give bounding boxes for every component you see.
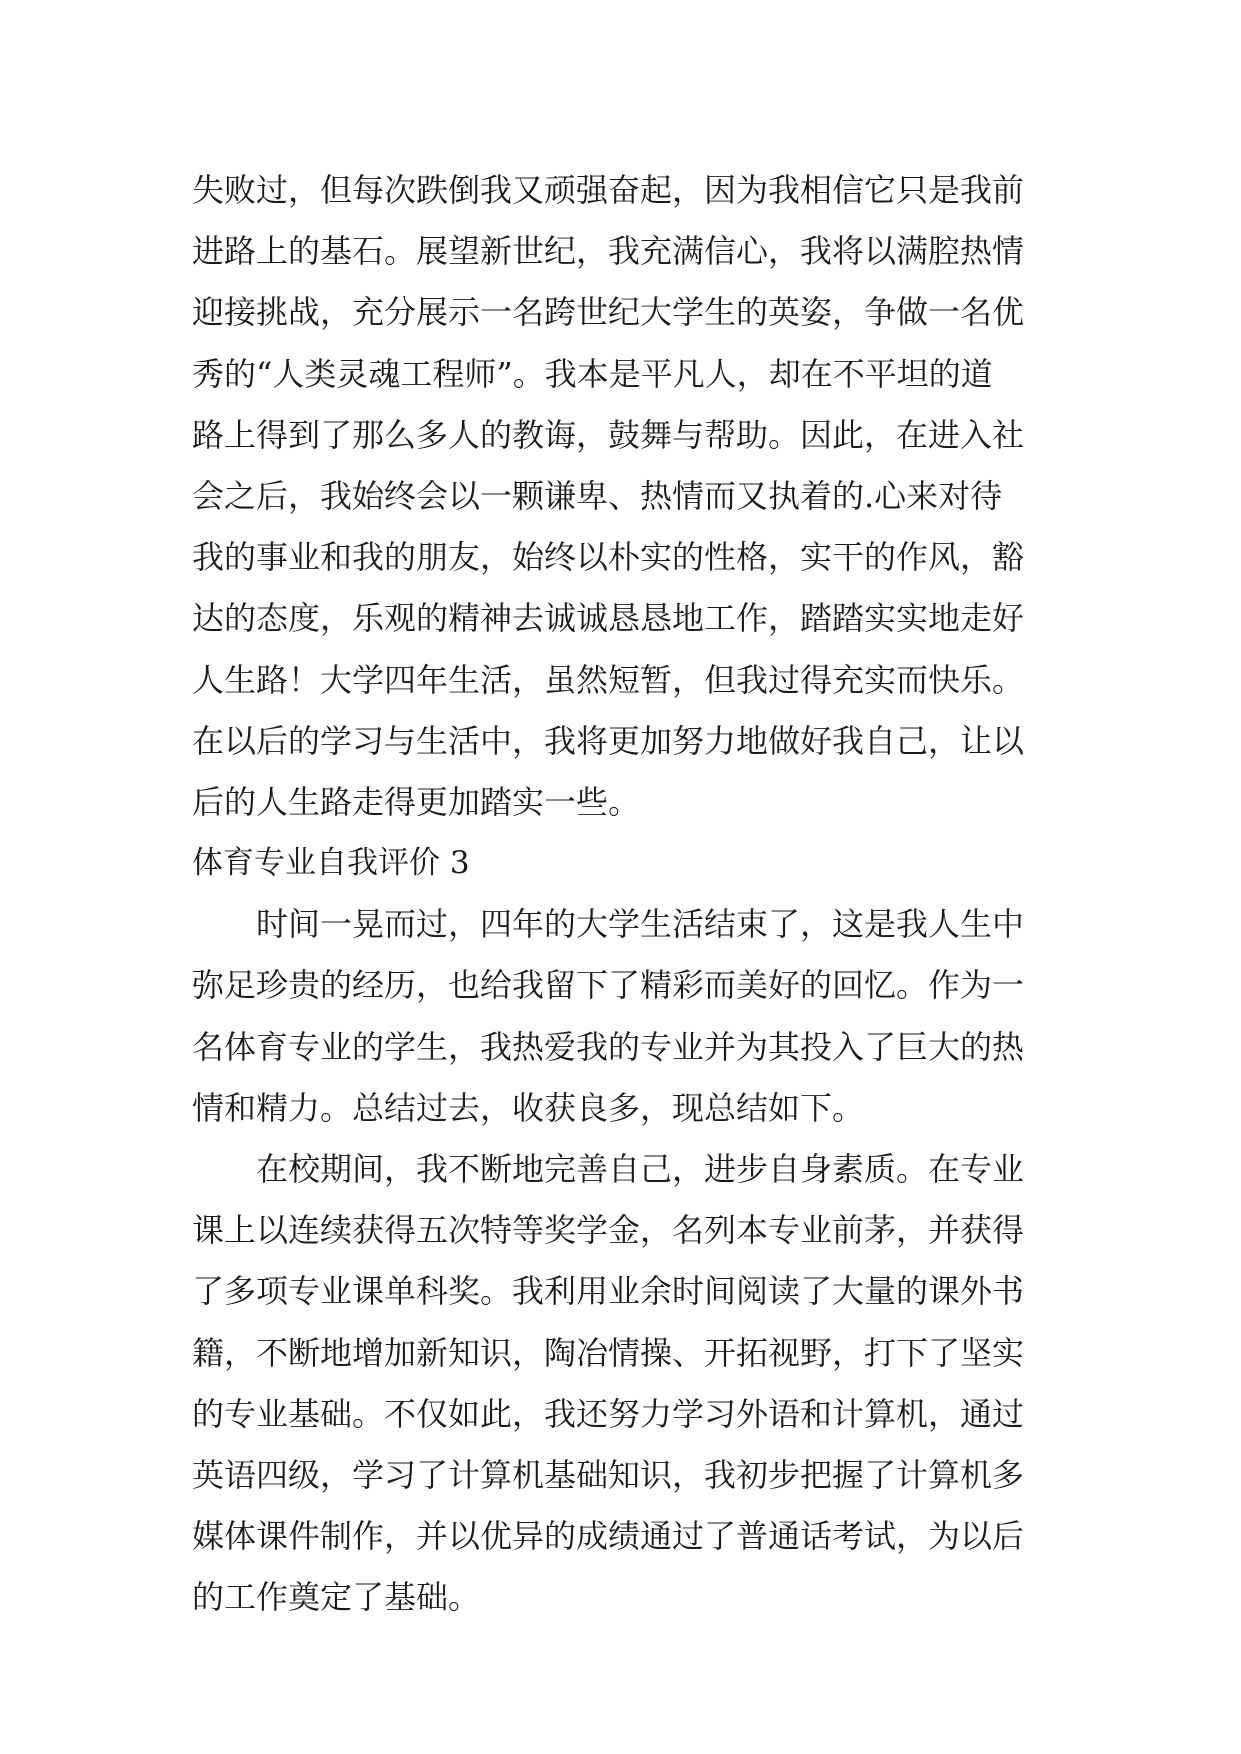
text-line: 路上得到了那么多人的教诲，鼓舞与帮助。因此，在进入社 [192, 415, 1025, 454]
text-line: 达的态度，乐观的精神去诚诚恳恳地工作，踏踏实实地走好 [192, 599, 1025, 638]
text-line: 我的事业和我的朋友，始终以朴实的性格，实干的作风，豁 [192, 538, 1025, 577]
text-line: 名体育专业的学生，我热爱我的专业并为其投入了巨大的热 [192, 1027, 1025, 1066]
text-line: 的专业基础。不仅如此，我还努力学习外语和计算机，通过 [192, 1394, 1025, 1433]
text-line: 情和精力。总结过去，收获良多，现总结如下。 [192, 1088, 865, 1127]
text-line: 的工作奠定了基础。 [192, 1578, 481, 1617]
continuation-paragraph [192, 160, 1072, 833]
text-line: 秀的“人类灵魂工程师”。我本是平凡人，却在不平坦的道 [192, 354, 993, 393]
text-line: 人生路！大学四年生活，虽然短暂，但我过得充实而快乐。 [192, 660, 1025, 699]
paragraph-1 [192, 894, 1072, 1139]
text-line: 在以后的学习与生活中，我将更加努力地做好我自己，让以 [192, 721, 1025, 760]
text-line: 后的人生路走得更加踏实一些。 [192, 782, 641, 821]
text-line: 籍，不断地增加新知识，陶冶情操、开拓视野，打下了坚实 [192, 1333, 1025, 1372]
text-line: 进路上的基石。展望新世纪，我充满信心，我将以满腔热情 [192, 232, 1025, 271]
text-line: 英语四级，学习了计算机基础知识，我初步把握了计算机多 [192, 1455, 1025, 1494]
document-body [192, 160, 1072, 1629]
text-line: 在校期间，我不断地完善自己，进步自身素质。在专业 [256, 1150, 1025, 1188]
text-line: 课上以连续获得五次特等奖学金，名列本专业前茅，并获得 [192, 1211, 1025, 1250]
text-line: 会之后，我始终会以一颗谦卑、热情而又执着的.心来对待 [192, 476, 1003, 515]
text-line: 媒体课件制作，并以优异的成绩通过了普通话考试，为以后 [192, 1517, 1025, 1556]
text-line: 弥足珍贵的经历，也给我留下了精彩而美好的回忆。作为一 [192, 966, 1025, 1005]
text-line: 了多项专业课单科奖。我利用业余时间阅读了大量的课外书 [192, 1272, 1025, 1311]
text-line: 时间一晃而过，四年的大学生活结束了，这是我人生中 [256, 905, 1025, 944]
text-line: 迎接挑战，充分展示一名跨世纪大学生的英姿，争做一名优 [192, 293, 1025, 332]
text-line: 失败过，但每次跌倒我又顽强奋起，因为我相信它只是我前 [192, 171, 1025, 209]
paragraph-2 [192, 1139, 1072, 1629]
section-title: 体育专业自我评价 3 [192, 845, 470, 882]
